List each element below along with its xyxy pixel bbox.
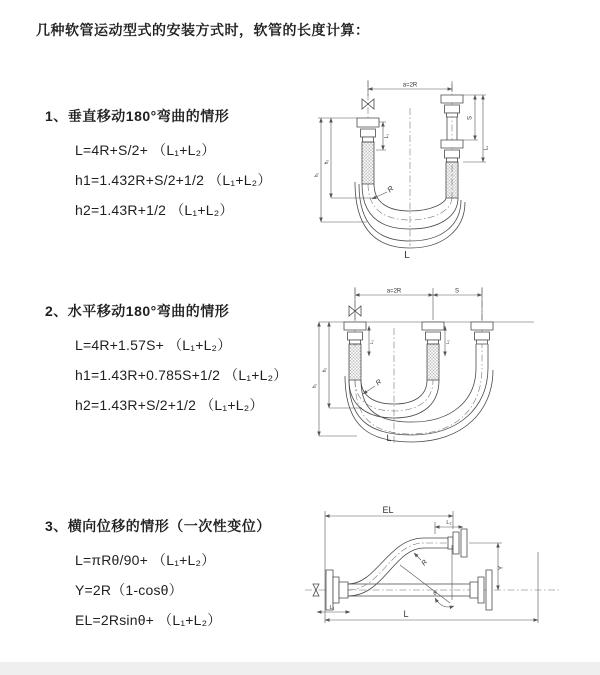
section-2-heading: 2、水平移动180°弯曲的情形 xyxy=(45,303,230,319)
formula-line: L=πRθ/90+ （L₁+L₂） xyxy=(75,552,216,568)
right-pipe-flanges xyxy=(441,95,463,198)
document-title: 几种软管运动型式的安装方式时，软管的长度计算： xyxy=(36,22,370,38)
section-2-formulas xyxy=(75,330,288,420)
dim-label-l: L xyxy=(386,433,392,443)
curved-hose xyxy=(348,529,467,596)
diagram-horizontal-180-bend xyxy=(312,284,548,454)
section-lateral-displacement xyxy=(45,516,271,635)
radius-annotation xyxy=(363,379,383,394)
dimension-l1 xyxy=(369,326,374,356)
dim-label-a2r: a=2R xyxy=(386,288,402,295)
dim-label-h2: h₂ xyxy=(322,367,328,373)
dim-label-a2r: a=2R xyxy=(402,82,418,89)
dimension-s-l2 xyxy=(463,95,490,162)
centerlines xyxy=(368,80,452,246)
dim-label-h1: h₁ xyxy=(312,383,318,389)
braided-hose-section xyxy=(349,344,361,380)
diagram-vertical-180-bend xyxy=(315,78,500,260)
angle-label-theta: θ xyxy=(433,591,437,597)
dim-label-l1: L₁ xyxy=(329,605,335,611)
dim-label-l: L xyxy=(403,609,409,619)
dim-label-el: EL xyxy=(382,505,394,515)
dimension-l1 xyxy=(317,605,350,612)
section-horizontal-movement xyxy=(45,301,288,420)
formula-line: h1=1.432R+S/2+1/2 （L₁+L₂） xyxy=(75,172,272,188)
dimension-l xyxy=(325,552,538,623)
valve-icon xyxy=(313,584,319,596)
middle-pipe-flange xyxy=(422,322,444,380)
formula-line: h2=1.43R+1/2 （L₁+L₂） xyxy=(75,202,234,218)
formula-line: L=4R+S/2+ （L₁+L₂） xyxy=(75,142,216,158)
braided-hose-section xyxy=(446,162,458,198)
dimension-a2r-s xyxy=(355,288,482,320)
dim-label-s: S xyxy=(467,115,474,121)
dim-label-l2: L₂ xyxy=(445,339,450,345)
formula-line: L=4R+1.57S+ （L₁+L₂） xyxy=(75,337,232,353)
dimension-el xyxy=(325,505,453,623)
hose-loop xyxy=(345,368,493,442)
dim-label-y: Y xyxy=(497,565,505,571)
dim-label-h2: h₂ xyxy=(324,159,330,165)
radius-label: R xyxy=(420,558,430,568)
page-bottom-margin xyxy=(0,662,600,675)
braided-hose-section xyxy=(362,142,374,184)
dim-label-l1: L₁ xyxy=(384,133,390,139)
section-3-formulas xyxy=(75,545,271,635)
section-vertical-movement xyxy=(45,106,272,225)
section-1-formulas xyxy=(75,135,272,225)
dim-label-l2: L₂ xyxy=(483,145,490,151)
formula-line: h2=1.43R+S/2+1/2 （L₁+L₂） xyxy=(75,397,264,413)
dimension-l2 xyxy=(445,326,450,356)
dim-label-l2: L₂ xyxy=(446,520,452,526)
dim-label-h1: h₁ xyxy=(314,172,320,178)
section-3-heading: 3、横向位移的情形（一次性变位） xyxy=(45,518,271,534)
formula-line: h1=1.43R+0.785S+1/2 （L₁+L₂） xyxy=(75,367,288,383)
diagram-lateral-displacement xyxy=(302,502,598,658)
radius-label: R xyxy=(374,378,384,388)
radius-annotation xyxy=(372,184,396,199)
formula-line: Y=2R（1-cosθ） xyxy=(75,582,183,598)
section-1-heading: 1、垂直移动180°弯曲的情形 xyxy=(45,108,230,124)
dim-label-s: S xyxy=(454,288,460,295)
radius-annotation xyxy=(400,545,454,607)
dim-label-l1: L₁ xyxy=(369,339,374,345)
left-flange xyxy=(326,570,348,610)
braided-hose-section xyxy=(427,344,439,380)
radius-label: R xyxy=(385,183,396,195)
dimension-a2r xyxy=(368,81,452,96)
dim-label-l: L xyxy=(404,250,410,261)
formula-line: EL=2Rsinθ+ （L₁+L₂） xyxy=(75,612,222,628)
left-pipe-flange xyxy=(357,118,379,184)
